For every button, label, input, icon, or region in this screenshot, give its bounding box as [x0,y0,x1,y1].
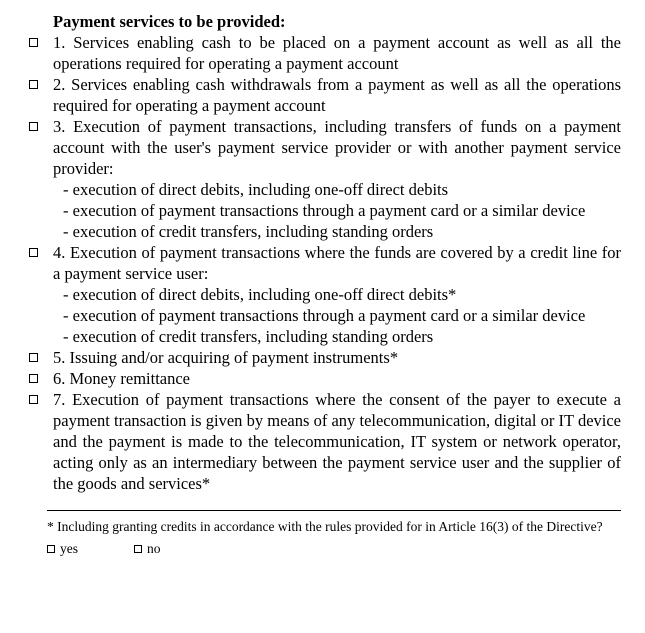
item-4-body [53,242,621,347]
list-item-2 [28,74,621,116]
item-5-text: 5. Issuing and/or acquiring of payment instruments* [53,348,399,367]
footnote-separator [47,510,621,511]
option-yes [47,540,78,558]
item-3-body [53,116,621,242]
checkbox-service-1[interactable] [29,38,38,47]
item-4-sub-2: - execution of payment transactions through a payment card or a similar device [63,306,586,325]
no-label: no [147,540,161,556]
footnote-options [47,540,621,558]
list-item-5 [28,347,621,368]
item-3-sub-3: - execution of credit transfers, including standing orders [63,222,434,241]
item-4-text: 4. Execution of payment transactions where the funds are covered by a credit line for a payment service user: [53,243,621,283]
checkbox-service-7[interactable] [29,395,38,404]
checkbox-yes[interactable] [47,545,55,553]
list-item-6 [28,368,621,389]
item-1-text: 1. Services enabling cash to be placed on a payment account as well as all the operations required for operating a payment account [53,33,621,73]
item-3-sub-1: - execution of direct debits, including one-off direct debits [63,180,449,199]
list-item-3 [28,116,621,242]
item-3-text: 3. Execution of payment transactions, including transfers of funds on a payment account with the user's payment service provider or with another payment service provider: [53,117,621,178]
item-3-sub-2: - execution of payment transactions through a payment card or a similar device [63,201,586,220]
item-2-text: 2. Services enabling cash withdrawals from a payment as well as all the operations required for operating a payment account [53,75,621,115]
footnote-text: * Including granting credits in accordance with the rules provided for in Article 16(3) of the Directive? [47,519,603,534]
item-7-text: 7. Execution of payment transactions where the consent of the payer to execute a payment transaction is given by means of any telecommunication, digital or IT device and the payment is made to the telecommunication, IT system or network operator, acting only as an intermediary between the payment service user and the supplier of the goods and services* [53,390,621,493]
footnote [47,510,621,557]
checkbox-service-6[interactable] [29,374,38,383]
item-4-sub-1: - execution of direct debits, including one-off direct debits* [63,285,457,304]
list-item-4 [28,242,621,347]
option-no [134,540,161,558]
checkbox-service-4[interactable] [29,248,38,257]
checkbox-no[interactable] [134,545,142,553]
list-item-7 [28,389,621,494]
checkbox-service-5[interactable] [29,353,38,362]
yes-label: yes [60,540,78,556]
checkbox-service-2[interactable] [29,80,38,89]
checkbox-service-3[interactable] [29,122,38,131]
list-item-1 [28,32,621,74]
item-4-sub-3: - execution of credit transfers, including standing orders [63,327,434,346]
item-6-text: 6. Money remittance [53,369,190,388]
section-title: Payment services to be provided: [53,12,286,31]
